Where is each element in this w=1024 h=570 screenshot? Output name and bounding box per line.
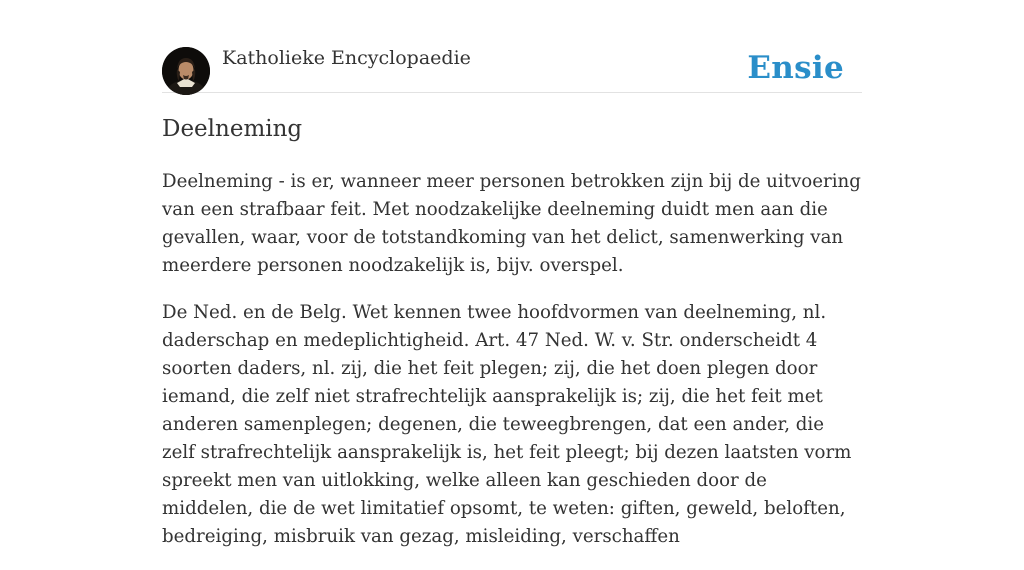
article-body xyxy=(162,168,862,570)
site-header xyxy=(162,46,862,93)
portrait-avatar[interactable] xyxy=(162,47,210,95)
site-name[interactable]: Katholieke Encyclopaedie xyxy=(222,47,471,69)
portrait-icon xyxy=(162,47,210,95)
page-title: Deelneming xyxy=(162,116,303,142)
article-paragraph: De Ned. en de Belg. Wet kennen twee hoofdvormen van deelneming, nl. daderschap en medeplichtigheid. Art. 47 Ned. W. v. Str. onderscheidt 4 soorten daders, nl. zij, die het feit plegen; zij, die het doen plegen door iemand, die zelf niet strafrechtelijk aansprakelijk is; zij, die het feit met anderen samenplegen; degenen, die teweegbrengen, dat een ander, die zelf strafrechtelijk aansprakelijk is, het feit pleegt; bij dezen laatsten vorm spreekt men van uitlokking, welke alleen kan geschieden door de middelen, die de wet limitatief opsomt, te weten: giften, geweld, beloften, bedreiging, misbruik van gezag, misleiding, verschaffen xyxy=(162,302,852,547)
ensie-logo[interactable]: Ensie xyxy=(747,50,844,86)
article-paragraph: Deelneming - is er, wanneer meer personen betrokken zijn bij de uitvoering van een strafbaar feit. Met noodzakelijke deelneming duidt men aan die gevallen, waar, voor de totstandkoming van het delict, samenwerking van meerdere personen noodzakelijk is, bijv. overspel. xyxy=(162,171,861,276)
